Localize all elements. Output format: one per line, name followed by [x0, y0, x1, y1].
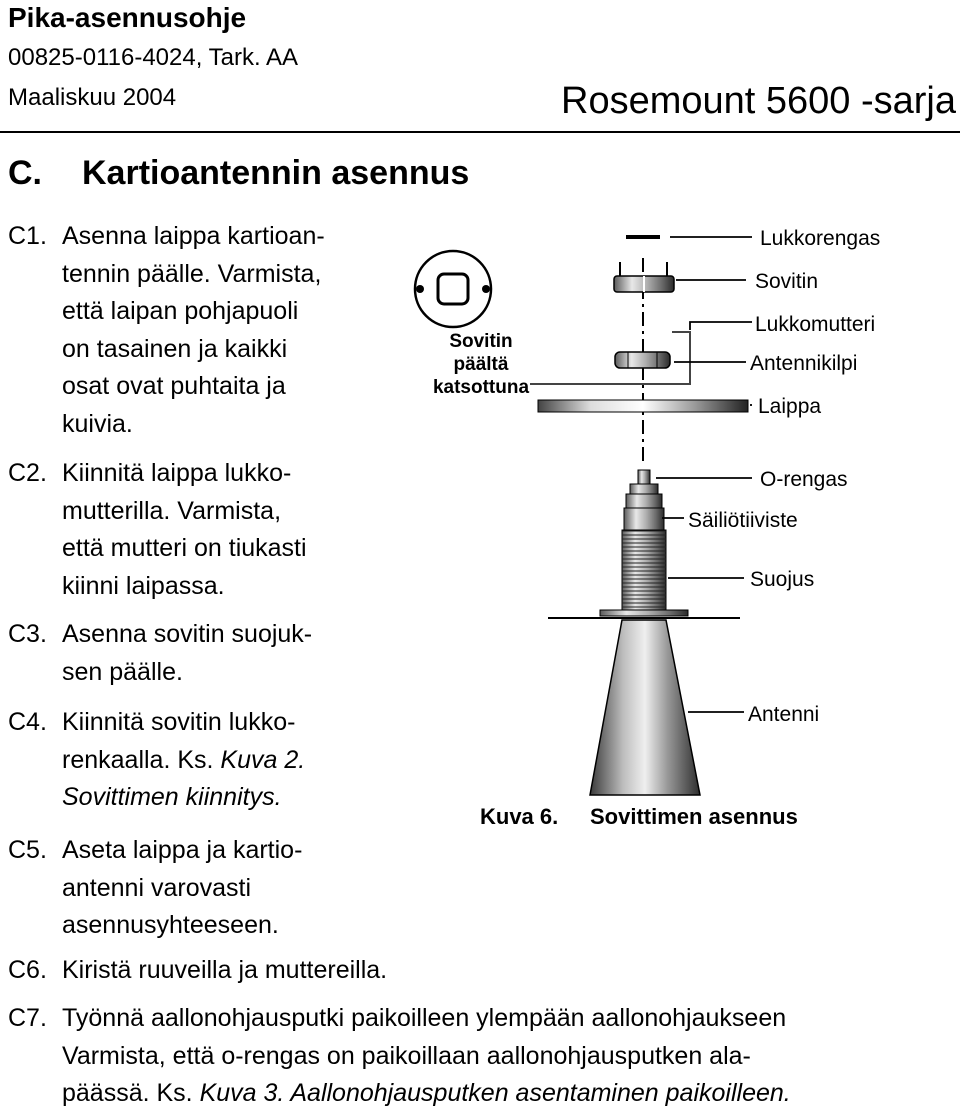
step-line: sen päälle.: [62, 657, 183, 686]
step-line: että mutteri on tiukasti: [62, 534, 307, 562]
inset-caption-line: Sovitin: [449, 331, 513, 352]
step-line: mutterilla. Varmista,: [62, 496, 282, 525]
figure-reference[interactable]: Kuva 2.: [220, 745, 306, 774]
step-line: Kiinnitä laippa lukko-: [62, 459, 292, 487]
inset-caption-line: päältä: [453, 354, 509, 375]
figure-caption-number: Kuva 6.: [480, 804, 559, 829]
product-name: Rosemount 5600 -sarja: [561, 80, 956, 122]
step-line: kuivia.: [62, 409, 133, 438]
step-line: Työnnä aallonohjausputki paikoilleen ylempään aallonohjaukseen: [62, 1004, 787, 1032]
step-line: että laipan pohjapuoli: [62, 297, 299, 325]
step-line: Varmista, että o-rengas on paikoillaan aallonohjausputken ala-: [62, 1041, 751, 1070]
step-line-text: päässä. Ks.: [62, 1079, 200, 1107]
step-line-text: renkaalla. Ks.: [62, 745, 221, 774]
figure-reference-title[interactable]: Sovittimen kiinnitys.: [62, 783, 282, 811]
step-line: Kiristä ruuveilla ja muttereilla.: [62, 956, 388, 984]
page-title: Pika-asennusohje: [8, 2, 247, 33]
step-line: Aseta laippa ja kartio-: [62, 836, 303, 864]
figure-reference[interactable]: Kuva 3. Aallonohjausputken asentaminen paikoilleen.: [199, 1079, 791, 1107]
inset-caption-line: katsottuna: [432, 377, 530, 398]
step-line: asennusyhteeseen.: [62, 911, 279, 939]
step-number: C6.: [8, 956, 47, 984]
cone-antenna-part: [590, 620, 700, 795]
label-lukkorengas: Lukkorengas: [760, 227, 881, 250]
document-number: 00825-0116-4024, Tark. AA: [8, 44, 298, 71]
label-laippa: Laippa: [758, 395, 822, 418]
step-line: osat ovat puhtaita ja: [62, 372, 286, 400]
step-number: C5.: [8, 836, 47, 864]
step-line: on tasainen ja kaikki: [62, 334, 288, 363]
label-orengas: O-rengas: [760, 468, 848, 491]
section-title: Kartioantennin asennus: [82, 154, 470, 192]
step-line: Kiinnitä sovitin lukko-: [62, 708, 296, 736]
label-sailiotiiviste: Säiliötiiviste: [688, 509, 798, 532]
label-antennikilpi: Antennikilpi: [750, 352, 858, 375]
label-lukkomutteri: Lukkomutteri: [755, 313, 876, 336]
step-number: C7.: [8, 1004, 47, 1032]
step-number: C3.: [8, 620, 47, 648]
adapter-top-view-icon: [415, 251, 491, 327]
step-line: tennin päälle. Varmista,: [62, 259, 322, 288]
label-sovitin: Sovitin: [755, 270, 819, 293]
step-line: Asenna laippa kartioan-: [62, 222, 325, 250]
label-suojus: Suojus: [750, 568, 815, 591]
lock-nut-part: [615, 352, 670, 368]
step-number: C1.: [8, 222, 47, 250]
label-antenni: Antenni: [748, 703, 820, 726]
flange-plate-part: [538, 400, 748, 412]
step-line: kiinni laipassa.: [62, 571, 225, 600]
section-letter: C.: [8, 154, 42, 192]
step-number: C4.: [8, 708, 47, 736]
step-line: antenni varovasti: [62, 873, 252, 902]
step-number: C2.: [8, 459, 47, 487]
step-line: Asenna sovitin suojuk-: [62, 620, 313, 648]
figure-caption-title: Sovittimen asennus: [590, 804, 798, 829]
publication-date: Maaliskuu 2004: [8, 84, 177, 111]
housing-part: [548, 470, 740, 618]
